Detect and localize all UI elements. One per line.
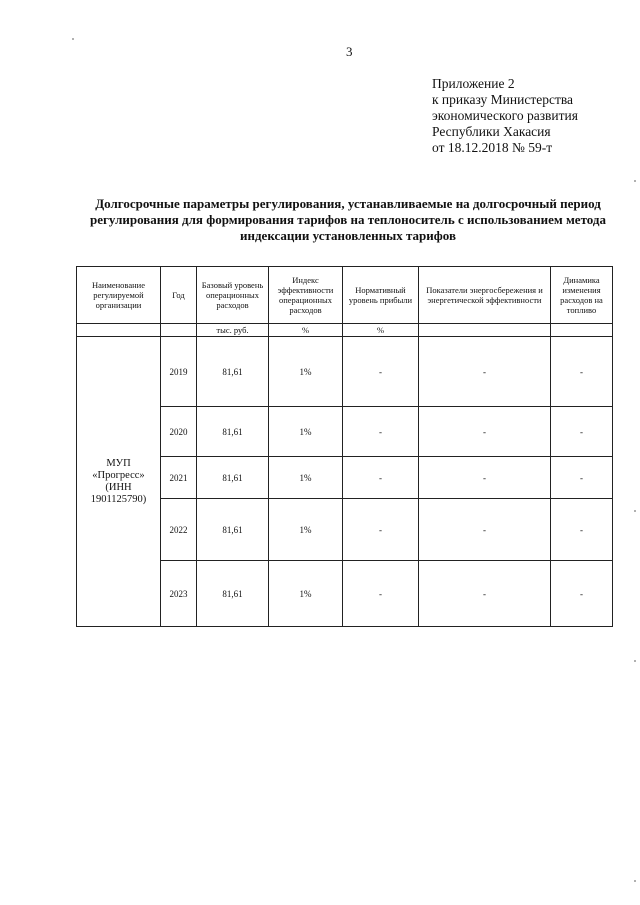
parameters-table: [76, 266, 613, 627]
unit-cell: [419, 324, 551, 337]
base-cell: 81,61: [197, 337, 269, 407]
unit-cell: [161, 324, 197, 337]
appendix-block: [432, 76, 578, 156]
header-base-level: Базовый уровень операционных расходов: [197, 267, 269, 324]
appendix-line: Приложение 2: [432, 76, 515, 91]
header-energy-indicators: Показатели энергосбережения и энергетической эффективности: [419, 267, 551, 324]
scan-speck: [634, 180, 636, 182]
index-cell: 1%: [269, 499, 343, 561]
fuel-cell: -: [551, 337, 613, 407]
unit-cell: [77, 324, 161, 337]
fuel-cell: -: [551, 407, 613, 457]
scan-speck: [634, 880, 636, 882]
table-row: [77, 337, 613, 407]
header-profit-level: Нормативный уровень прибыли: [343, 267, 419, 324]
energy-cell: -: [419, 337, 551, 407]
header-organization: Наименование регулируемой организации: [77, 267, 161, 324]
scan-speck: [634, 510, 636, 512]
appendix-line: от 18.12.2018 № 59-т: [432, 140, 553, 155]
year-cell: 2021: [161, 457, 197, 499]
base-cell: 81,61: [197, 499, 269, 561]
profit-cell: -: [343, 561, 419, 627]
document-title: Долгосрочные параметры регулирования, устанавливаемые на долгосрочный период регулирования для формирования тарифов на теплоноситель с использованием метода индексации установленных тарифов: [90, 196, 606, 243]
base-cell: 81,61: [197, 407, 269, 457]
index-cell: 1%: [269, 457, 343, 499]
fuel-cell: -: [551, 561, 613, 627]
profit-cell: -: [343, 407, 419, 457]
energy-cell: -: [419, 457, 551, 499]
base-cell: 81,61: [197, 457, 269, 499]
year-cell: 2023: [161, 561, 197, 627]
scan-speck: [634, 660, 636, 662]
year-cell: 2019: [161, 337, 197, 407]
scan-speck: [72, 38, 74, 40]
header-efficiency-index: Индекс эффективности операционных расходов: [269, 267, 343, 324]
fuel-cell: -: [551, 499, 613, 561]
page-number: 3: [346, 44, 353, 59]
index-cell: 1%: [269, 561, 343, 627]
energy-cell: -: [419, 499, 551, 561]
energy-cell: -: [419, 407, 551, 457]
header-row: [77, 267, 613, 324]
base-cell: 81,61: [197, 561, 269, 627]
unit-cell: тыс. руб.: [197, 324, 269, 337]
energy-cell: -: [419, 561, 551, 627]
organization-cell: МУП «Прогресс» (ИНН 1901125790): [77, 337, 161, 627]
appendix-line: экономического развития: [432, 108, 578, 123]
index-cell: 1%: [269, 407, 343, 457]
year-cell: 2022: [161, 499, 197, 561]
unit-cell: %: [269, 324, 343, 337]
unit-cell: %: [343, 324, 419, 337]
profit-cell: -: [343, 457, 419, 499]
profit-cell: -: [343, 499, 419, 561]
header-year: Год: [161, 267, 197, 324]
unit-cell: [551, 324, 613, 337]
units-row: [77, 324, 613, 337]
appendix-line: Республики Хакасия: [432, 124, 551, 139]
profit-cell: -: [343, 337, 419, 407]
header-fuel-dynamics: Динамика изменения расходов на топливо: [551, 267, 613, 324]
appendix-line: к приказу Министерства: [432, 92, 574, 107]
fuel-cell: -: [551, 457, 613, 499]
year-cell: 2020: [161, 407, 197, 457]
index-cell: 1%: [269, 337, 343, 407]
